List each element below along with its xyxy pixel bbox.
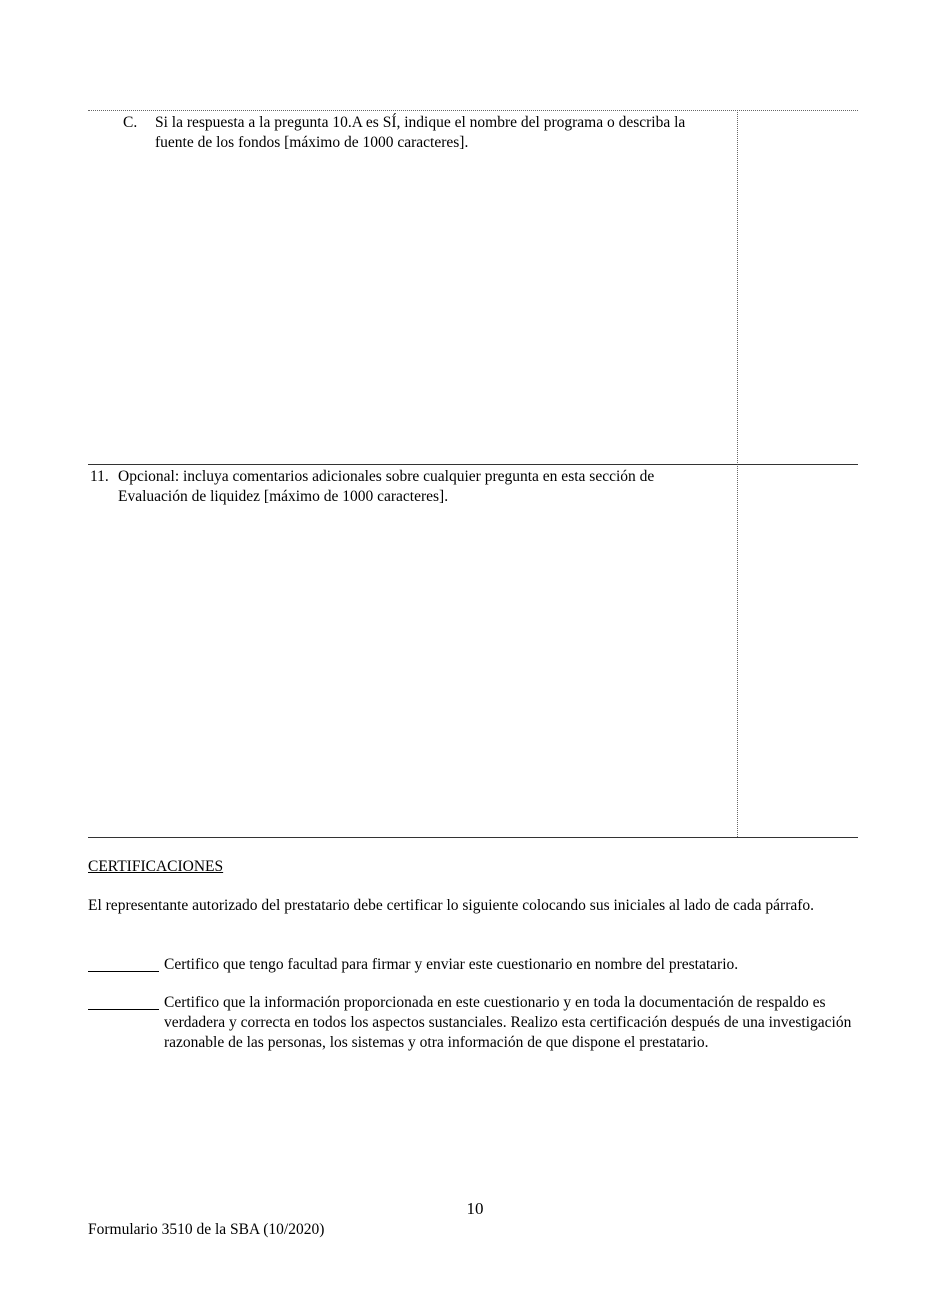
form-footer: Formulario 3510 de la SBA (10/2020) [88,1221,325,1238]
question-c-answer-area[interactable] [88,150,736,462]
certification-item-authority [88,955,858,975]
question-c-letter: C. [123,114,138,131]
certification-text-1: Certifico que tengo facultad para firmar y enviar este cuestionario en nombre del prestatario. [164,956,739,973]
question-11-side-cell[interactable] [738,465,858,836]
certifications-intro: El representante autorizado del prestatario debe certificar lo siguiente colocando sus iniciales al lado de cada párrafo. [88,897,815,914]
question-c-text: Si la respuesta a la pregunta 10.A es SÍ, indique el nombre del programa o describa la fuente de los fondos [máximo de 1000 caracteres]. [155,114,686,151]
page-number: 10 [466,1199,484,1218]
certifications-heading: CERTIFICACIONES [88,858,224,875]
certification-item-accuracy [88,993,858,1053]
question-c-side-cell[interactable] [738,111,858,463]
question-11-text: Opcional: incluya comentarios adicionales sobre cualquier pregunta en esta sección de Evaluación de liquidez [máximo de 1000 caracteres]. [118,468,655,505]
table-bottom-border [88,837,858,838]
question-11-number: 11. [90,468,109,485]
initials-blank-2[interactable] [88,993,159,1010]
certification-text-2: Certifico que la información proporcionada en este cuestionario y en toda la documentación de respaldo es verdadera y correcta en todos los aspectos sustanciales. Realizo esta certificación después de una investigación razonable de las personas, los sistemas y otra información de que dispone el prestatario. [164,994,852,1051]
initials-blank-1[interactable] [88,955,159,972]
question-11-answer-area[interactable] [88,510,736,835]
